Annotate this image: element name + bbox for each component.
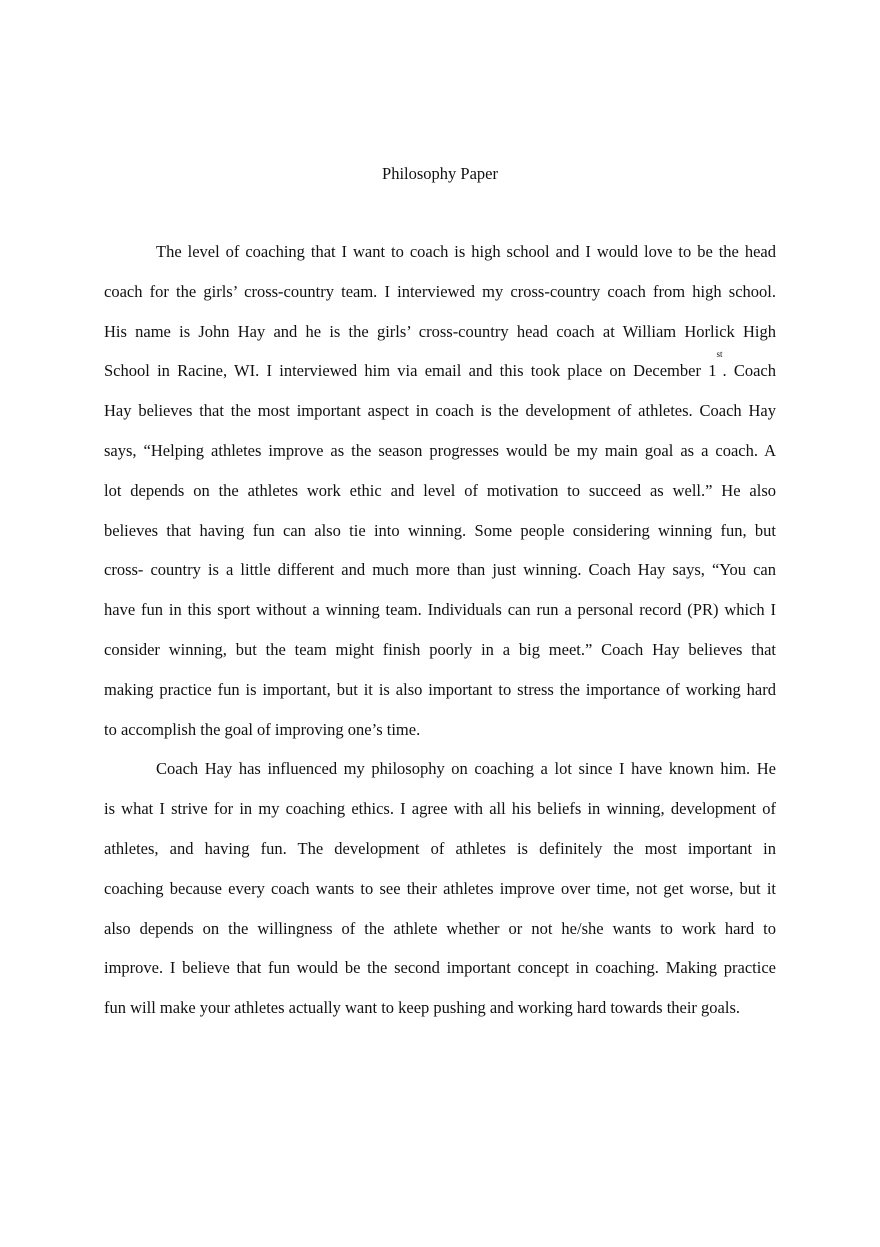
text-line: The level of coaching that I want to coach is high school and I would love to be the head — [156, 242, 776, 261]
text-line: athletes, and having fun. The development of athletes is definitely the most important in — [104, 838, 776, 858]
text-segment: . Coach — [722, 361, 776, 381]
text-line: is what I strive for in my coaching ethics. I agree with all his beliefs in winning, development of — [104, 799, 776, 819]
text-line: consider winning, but the team might finish poorly in a big meet.” Coach Hay believes that — [104, 639, 776, 659]
text-line: believes that having fun can also tie into winning. Some people considering winning fun, but — [104, 520, 776, 540]
page-title: Philosophy Paper — [382, 164, 498, 183]
text-line: Hay believes that the most important aspect in coach is the development of athletes. Coach Hay — [104, 401, 776, 421]
text-line: coach for the girls’ cross-country team. I interviewed my cross-country coach from high school. — [104, 281, 776, 301]
text-line: His name is John Hay and he is the girls’ cross-country head coach at William Horlick High — [104, 321, 776, 341]
text-line: Coach Hay has influenced my philosophy on coaching a lot since I have known him. He — [156, 759, 776, 779]
text-line: coaching because every coach wants to see their athletes improve over time, not get worse, but it — [104, 878, 776, 898]
text-line: lot depends on the athletes work ethic and level of motivation to succeed as well.” He also — [104, 480, 776, 500]
paragraph-2 — [104, 755, 776, 1034]
document-body — [104, 238, 776, 1034]
text-line: have fun in this sport without a winning team. Individuals can run a personal record (PR) which I — [104, 600, 776, 620]
text-line: to accomplish the goal of improving one’s time. — [104, 719, 421, 739]
ordinal-superscript: st — [716, 349, 723, 360]
text-line: says, “Helping athletes improve as the season progresses would be my main goal as a coach. A — [104, 440, 776, 460]
paragraph-1 — [104, 238, 776, 755]
text-line: fun will make your athletes actually want to keep pushing and working hard towards their goals. — [104, 998, 741, 1018]
text-line: making practice fun is important, but it is also important to stress the importance of working hard — [104, 679, 776, 699]
text-line-with-superscript — [104, 349, 776, 397]
text-segment: School in Racine, WI. I interviewed him via email and this took place on December 1 — [104, 361, 717, 381]
text-line: cross- country is a little different and much more than just winning. Coach Hay says, “You can — [104, 560, 776, 580]
text-line: also depends on the willingness of the athlete whether or not he/she wants to work hard to — [104, 918, 776, 938]
text-line: improve. I believe that fun would be the second important concept in coaching. Making practice — [104, 958, 776, 978]
